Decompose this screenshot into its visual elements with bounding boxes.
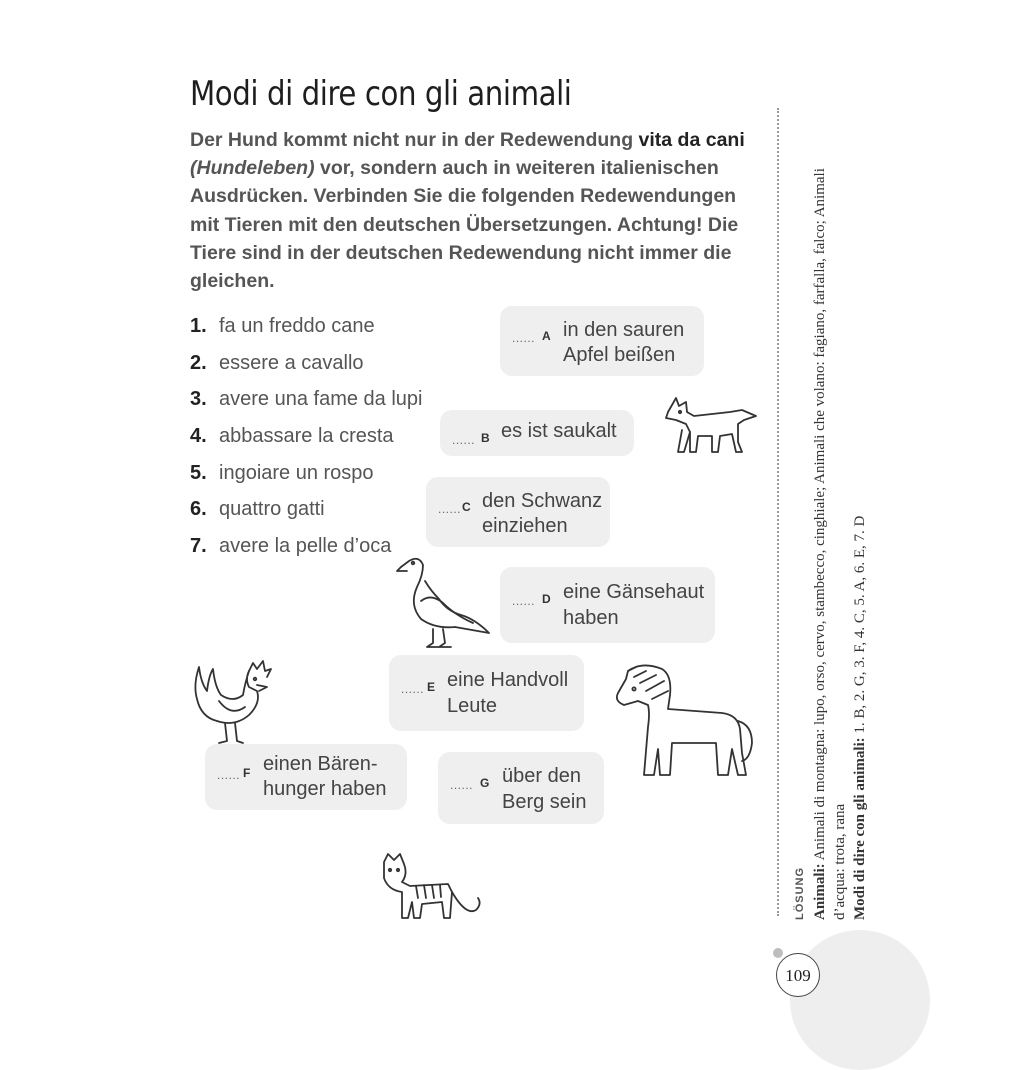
item-number: 3. [190, 388, 207, 411]
intro-part1: Der Hund kommt nicht nur in der Redewendung [190, 129, 639, 151]
answer-box-f [205, 744, 407, 810]
horse-icon [612, 663, 757, 788]
solution-animals [810, 120, 850, 920]
answer-blank[interactable]: ...... [450, 778, 474, 792]
answer-line1: es ist saukalt [501, 420, 617, 442]
item-number: 6. [190, 498, 207, 521]
answer-blank[interactable]: ...... [217, 768, 241, 782]
answer-letter: D [542, 592, 551, 606]
item-number: 4. [190, 425, 207, 448]
wolf-icon [660, 390, 760, 460]
answer-line1: eine Handvoll [447, 669, 569, 691]
goose-icon [395, 553, 495, 653]
animals-text: Animali di montagna: lupo, orso, cervo, stambecco, cinghiale; Animali che volano: fagiano, farfalla, falco; Animali d’acqua: trota, rana [812, 168, 848, 920]
intro-paragraph [190, 126, 750, 295]
item-text: essere a cavallo [219, 351, 364, 374]
answer-box-a [500, 306, 704, 376]
answer-letter: E [427, 680, 436, 694]
list-item [190, 388, 422, 425]
item-number: 2. [190, 351, 207, 374]
divider-dot [773, 948, 783, 958]
answer-box-d [500, 567, 715, 643]
answer-line1: einen Bären- [263, 753, 378, 775]
answer-line2: Apfel beißen [563, 344, 676, 366]
list-item [190, 498, 422, 535]
list-item [190, 352, 422, 389]
answer-line1: eine Gänsehaut [563, 581, 705, 603]
answer-line2: haben [563, 607, 619, 629]
answer-line2: Berg sein [502, 791, 587, 813]
modi-text: 1. B, 2. G, 3. F, 4. C, 5. A, 6. E, 7. D [852, 515, 868, 738]
cat-icon [378, 852, 488, 927]
answer-blank[interactable]: ...... [512, 331, 536, 345]
rooster-icon [183, 655, 278, 750]
answer-letter: G [480, 776, 490, 790]
list-item [190, 535, 422, 572]
solution-heading: LÖSUNG [794, 866, 806, 920]
answer-box-b [440, 410, 634, 456]
solution-text [790, 120, 870, 920]
solution-modi [850, 120, 870, 920]
sidebar-divider [777, 108, 779, 916]
item-text: fa un freddo cane [219, 315, 375, 337]
item-number: 1. [190, 315, 207, 337]
answer-line2: einziehen [482, 515, 568, 537]
list-item [190, 425, 422, 462]
answer-blank[interactable]: ...... [401, 682, 425, 696]
answer-letter: F [243, 766, 251, 780]
answer-letter: A [542, 329, 551, 343]
answer-line1: den Schwanz [482, 490, 603, 512]
page-title: Modi di dire con gli animali [190, 74, 572, 114]
list-item [190, 462, 422, 499]
intro-italic-phrase: (Hundeleben) [190, 157, 315, 180]
page-number: 109 [776, 953, 820, 997]
answer-blank[interactable]: ...... [452, 433, 476, 447]
list-item [190, 315, 422, 352]
item-number: 7. [190, 535, 207, 558]
item-text: quattro gatti [219, 498, 325, 521]
item-text: ingoiare un rospo [219, 461, 374, 484]
answer-blank[interactable]: ...... [438, 502, 462, 516]
answer-line2: hunger haben [263, 778, 387, 800]
answer-box-c [426, 477, 610, 547]
page-number-shape [790, 930, 930, 1070]
answer-letter: C [462, 500, 471, 514]
answer-blank[interactable]: ...... [512, 594, 536, 608]
item-text: avere la pelle d’oca [219, 535, 392, 558]
item-number: 5. [190, 461, 207, 484]
answer-line1: in den sauren [563, 319, 685, 341]
italian-expression-list [190, 315, 422, 572]
answer-letter: B [481, 431, 490, 445]
animals-label: Animali: [812, 863, 828, 920]
answer-line2: Leute [447, 695, 498, 717]
item-text: avere una fame da lupi [219, 388, 423, 411]
answer-box-e [389, 655, 584, 731]
intro-part2: vor, sondern auch in weiteren italienischen Ausdrücken. Verbinden Sie die folgenden Redewendungen mit Tieren mit den deutschen Übersetzungen. Achtung! Die Tiere sind in der deutschen Redewendung nicht immer die gleichen. [190, 157, 739, 293]
item-text: abbassare la cresta [219, 425, 394, 448]
answer-box-g [438, 752, 604, 824]
intro-bold-phrase: vita da cani [638, 129, 745, 151]
answer-line1: über den [502, 765, 581, 787]
modi-label: Modi di dire con gli animali: [852, 737, 868, 920]
